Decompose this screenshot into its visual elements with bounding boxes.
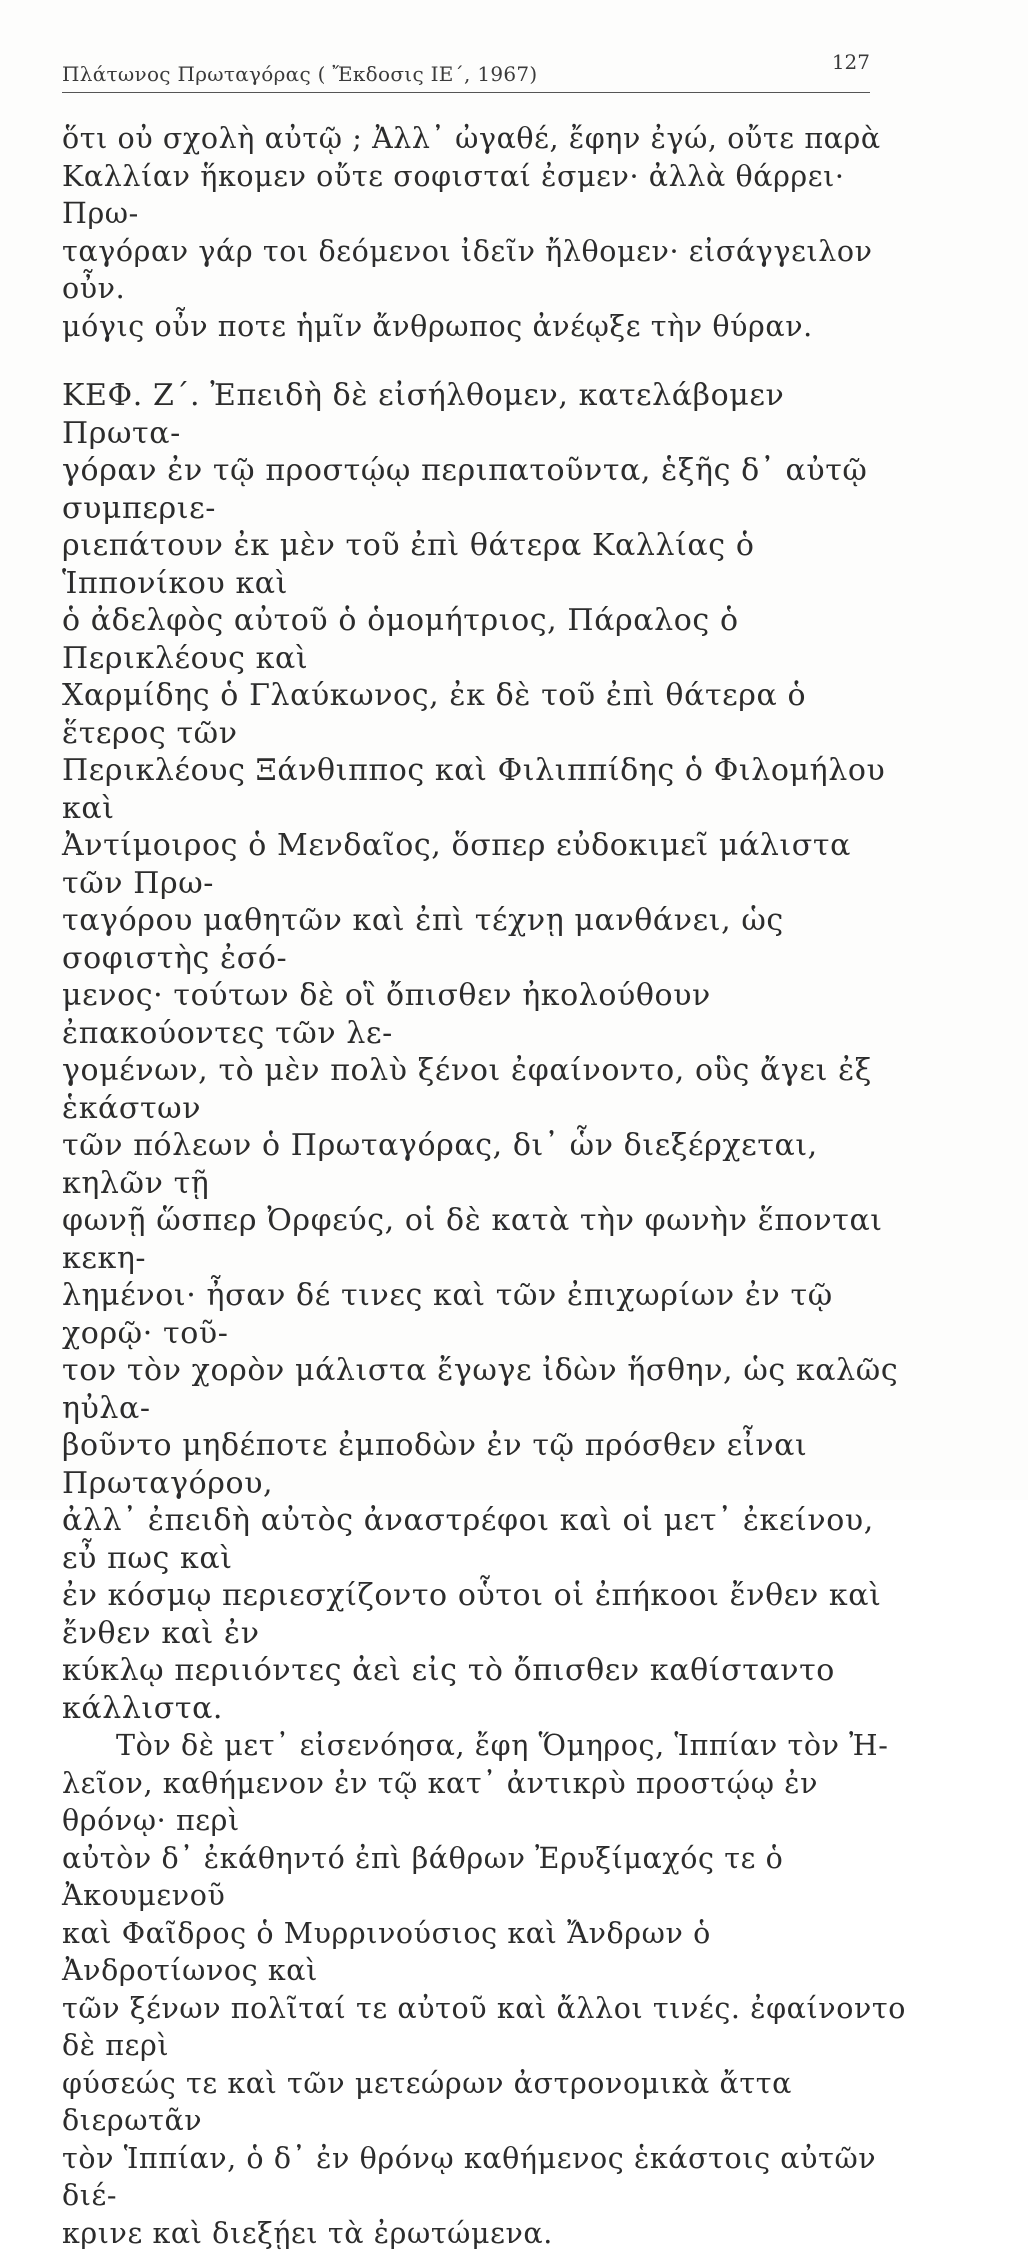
running-title: Πλάτωνος Πρωταγόρας ( Ἔκδοσις ΙΕ΄, 1967) xyxy=(62,62,538,86)
body-text xyxy=(62,120,912,2252)
page-number: 127 xyxy=(831,50,870,74)
paragraph-opening: ὅτι οὐ σχολὴ αὐτῷ ; Ἀλλ᾽ ὠγαθέ, ἔφην ἐγώ, οὔτε παρὰ Καλλίαν ἥκομεν οὔτε σοφισταί ἐσμεν· ἀλλὰ θάρρει· Πρω- ταγόραν γάρ τοι δεόμενοι ἰδεῖν ἤλθομεν· εἰσάγγειλον οὖν. μόγις οὖν ποτε ἡμῖν ἄνθρωπος ἀνέῳξε τὴν θύραν. xyxy=(62,122,881,343)
paragraph-chapter-7: ΚΕΦ. Ζ΄. Ἐπειδὴ δὲ εἰσήλθομεν, κατελάβομεν Πρωτα- γόραν ἐν τῷ προστῴῳ περιπατοῦντα, ἑξῆς δ᾽ αὐτῷ συμπεριε- ριεπάτουν ἐκ μὲν τοῦ ἐπὶ θάτερα Καλλίας ὁ Ἱππονίκου καὶ ὁ ἀδελφὸς αὐτοῦ ὁ ὁμομήτριος, Πάραλος ὁ Περικλέους καὶ Χαρμίδης ὁ Γλαύκωνος, ἐκ δὲ τοῦ ἐπὶ θάτερα ὁ ἕτερος τῶν Περικλέους Ξάνθιππος καὶ Φιλιππίδης ὁ Φιλομήλου καὶ Ἀντίμοιρος ὁ Μενδαῖος, ὅσπερ εὐδοκιμεῖ μάλιστα τῶν Πρω- ταγόρου μαθητῶν καὶ ἐπὶ τέχνῃ μανθάνει, ὡς σοφιστὴς ἐσό- μενος· τούτων δὲ οἳ ὄπισθεν ἠκολούθουν ἐπακούοντες τῶν λε- γομένων, τὸ μὲν πολὺ ξένοι ἐφαίνοντο, οὓς ἄγει ἐξ ἑκάστων τῶν πόλεων ὁ Πρωταγόρας, δι᾽ ὧν διεξέρχεται, κηλῶν τῇ φωνῇ ὥσπερ Ὀρφεύς, οἱ δὲ κατὰ τὴν φωνὴν ἕπονται κεκη- λημένοι· ἦσαν δέ τινες καὶ τῶν ἐπιχωρίων ἐν τῷ χορῷ· τοῦ- τον τὸν χορὸν μάλιστα ἔγωγε ἰδὼν ἥσθην, ὡς καλῶς ηὐλα- βοῦντο μηδέποτε ἐμποδὼν ἐν τῷ πρόσθεν εἶναι Πρωταγόρου, ἀλλ᾽ ἐπειδὴ αὐτὸς ἀναστρέφοι καὶ οἱ μετ᾽ ἐκείνου, εὖ πως καὶ ἐν κόσμῳ περιεσχίζοντο οὗτοι οἱ ἐπήκοοι ἔνθεν καὶ ἔνθεν καὶ ἐν κύκλῳ περιιόντες ἀεὶ εἰς τὸ ὄπισθεν καθίσταντο κάλλιστα. xyxy=(62,378,899,1726)
paragraph-hippias: Τὸν δὲ μετ᾽ εἰσενόησα, ἔφη Ὅμηρος, Ἱππίαν τὸν Ἠ- λεῖον, καθήμενον ἐν τῷ κατ᾽ ἀντικρὺ προστῴῳ ἐν θρόνῳ· περὶ αὐτὸν δ᾽ ἐκάθηντό ἐπὶ βάθρων Ἐρυξίμαχός τε ὁ Ἀκουμενοῦ καὶ Φαῖδρος ὁ Μυρρινούσιος καὶ Ἄνδρων ὁ Ἀνδροτίωνος καὶ τῶν ξένων πολῖταί τε αὐτοῦ καὶ ἄλλοι τινές. ἐφαίνοντο δὲ περὶ φύσεώς τε καὶ τῶν μετεώρων ἀστρονομικὰ ἄττα διερωτᾶν τὸν Ἱππίαν, ὁ δ᾽ ἐν θρόνῳ καθήμενος ἑκάστοις αὐτῶν διέ- κρινε καὶ διεξῄει τὰ ἐρωτώμενα. xyxy=(62,1729,907,2250)
section-gap xyxy=(62,345,912,377)
running-header xyxy=(62,50,870,93)
